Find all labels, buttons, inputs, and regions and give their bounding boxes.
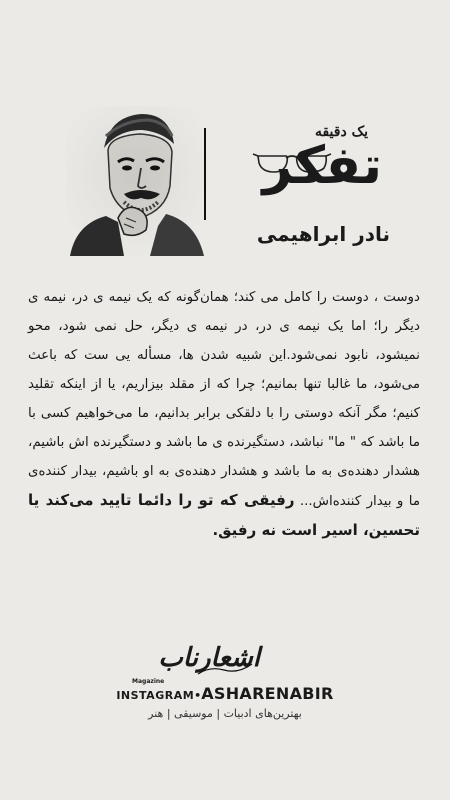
portrait-illustration — [66, 106, 206, 256]
separator-dot: • — [194, 689, 202, 702]
author-name: نادر ابراهیمی — [256, 222, 390, 246]
header-divider — [204, 128, 206, 220]
instagram-line[interactable] — [0, 685, 450, 705]
magazine-tag: Magazine — [132, 678, 165, 685]
quote-emphasis: رفیقی که تو را دائما تایید می‌کند یا تحسین، اسیر است نه رفیق. — [28, 491, 420, 539]
quote-text: دوست ، دوست را کامل می کند؛ همان‌گونه که یک نیمه ی در، نیمه ی دیگر را؛ اما یک نیمه ی در، در نیمه ی دیگر، حل نمی شود، محو نمیشود، نابود نمی‌شود.این شبیه شدن ها، مسأله یی ست که باعث می‌شود، ما غالبا تنها بمانیم؛ چرا که از مقلد بیزاریم، یا از اینکه تقلید کنیم؛ مگر آنکه دوستی را با دلقکی برابر بدانیم، ما می‌خواهیم کسی با ما باشد که " ما" نباشد، دستگیرنده ی ما باشد و دستگیرنده اش باشیم، هشدار دهنده‌ی به ما باشد و هشدار دهنده‌ی به او باشیم، بیدار کننده‌ی ما و بیدار کننده‌اش... — [28, 290, 420, 509]
logo-flourish-icon — [190, 636, 260, 680]
series-title: تفکر — [262, 136, 382, 196]
instagram-handle[interactable]: ASHARENABIR — [201, 684, 334, 703]
brand-tagline: بهترین‌های ادبیات | موسیقی | هنر — [148, 707, 302, 720]
brand-logo — [158, 636, 260, 680]
series-subtitle: یک دقیقه — [314, 124, 368, 140]
logo-text: اشعارناب — [158, 643, 260, 673]
quote-body — [28, 283, 420, 546]
instagram-label: INSTAGRAM — [116, 689, 195, 702]
